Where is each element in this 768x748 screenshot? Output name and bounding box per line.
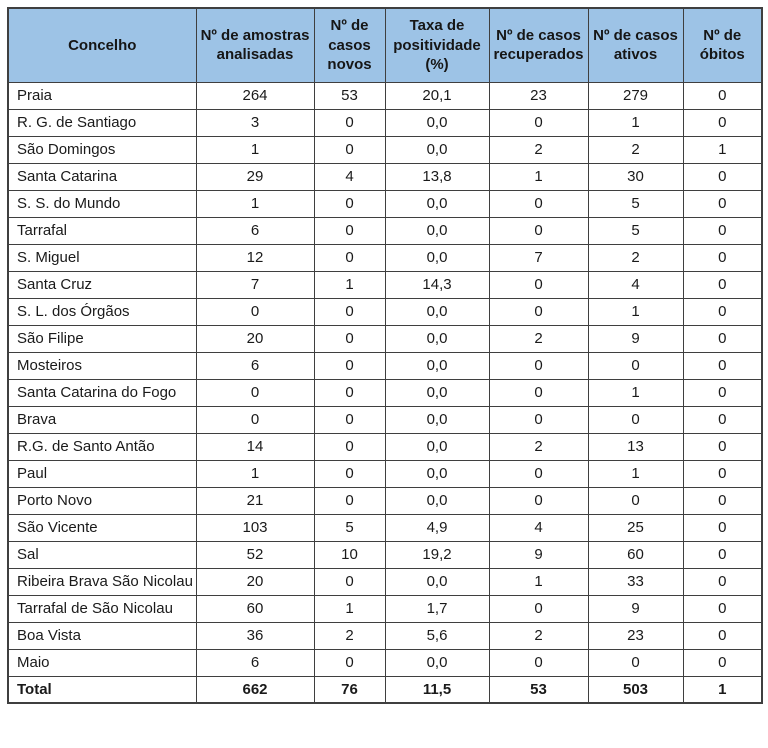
value-cell: 0 xyxy=(683,649,762,676)
value-cell: 0 xyxy=(489,271,588,298)
value-cell: 0,0 xyxy=(385,406,489,433)
header-row xyxy=(8,8,762,82)
value-cell: 76 xyxy=(314,676,385,703)
table-row xyxy=(8,82,762,109)
value-cell: 0 xyxy=(196,406,314,433)
concelho-cell: Santa Catarina xyxy=(8,163,196,190)
value-cell: 1 xyxy=(489,568,588,595)
value-cell: 0 xyxy=(314,217,385,244)
value-cell: 0 xyxy=(314,190,385,217)
table-header xyxy=(8,8,762,82)
value-cell: 0,0 xyxy=(385,109,489,136)
value-cell: 1 xyxy=(196,136,314,163)
value-cell: 0 xyxy=(588,352,683,379)
value-cell: 0 xyxy=(683,406,762,433)
value-cell: 0 xyxy=(683,460,762,487)
value-cell: 0 xyxy=(683,271,762,298)
value-cell: 1 xyxy=(588,298,683,325)
value-cell: 2 xyxy=(489,325,588,352)
value-cell: 23 xyxy=(588,622,683,649)
value-cell: 36 xyxy=(196,622,314,649)
value-cell: 1 xyxy=(314,595,385,622)
column-header: Nº de casos ativos xyxy=(588,8,683,82)
value-cell: 53 xyxy=(314,82,385,109)
concelho-cell: Mosteiros xyxy=(8,352,196,379)
value-cell: 279 xyxy=(588,82,683,109)
concelho-cell: Maio xyxy=(8,649,196,676)
concelho-cell: Porto Novo xyxy=(8,487,196,514)
value-cell: 0 xyxy=(314,325,385,352)
value-cell: 0,0 xyxy=(385,190,489,217)
value-cell: 12 xyxy=(196,244,314,271)
value-cell: 0 xyxy=(683,217,762,244)
value-cell: 0,0 xyxy=(385,568,489,595)
value-cell: 11,5 xyxy=(385,676,489,703)
value-cell: 0 xyxy=(588,649,683,676)
value-cell: 0 xyxy=(314,379,385,406)
concelho-cell: Santa Catarina do Fogo xyxy=(8,379,196,406)
value-cell: 0 xyxy=(683,82,762,109)
value-cell: 0 xyxy=(683,244,762,271)
table-row xyxy=(8,217,762,244)
table-row xyxy=(8,649,762,676)
total-row xyxy=(8,676,762,703)
concelho-cell: Paul xyxy=(8,460,196,487)
table-row xyxy=(8,163,762,190)
value-cell: 0,0 xyxy=(385,244,489,271)
value-cell: 14 xyxy=(196,433,314,460)
value-cell: 13 xyxy=(588,433,683,460)
value-cell: 0 xyxy=(683,352,762,379)
value-cell: 1 xyxy=(588,460,683,487)
table-row xyxy=(8,244,762,271)
value-cell: 4 xyxy=(588,271,683,298)
value-cell: 0 xyxy=(314,109,385,136)
value-cell: 0 xyxy=(196,379,314,406)
value-cell: 0 xyxy=(489,190,588,217)
value-cell: 0,0 xyxy=(385,352,489,379)
concelho-cell: R.G. de Santo Antão xyxy=(8,433,196,460)
value-cell: 5 xyxy=(588,190,683,217)
value-cell: 0 xyxy=(489,649,588,676)
concelho-cell: Boa Vista xyxy=(8,622,196,649)
value-cell: 5,6 xyxy=(385,622,489,649)
table-row xyxy=(8,568,762,595)
value-cell: 0 xyxy=(489,109,588,136)
value-cell: 0 xyxy=(683,325,762,352)
value-cell: 0 xyxy=(683,487,762,514)
value-cell: 7 xyxy=(489,244,588,271)
value-cell: 0,0 xyxy=(385,460,489,487)
value-cell: 5 xyxy=(314,514,385,541)
value-cell: 1 xyxy=(196,190,314,217)
concelho-cell: S. L. dos Órgãos xyxy=(8,298,196,325)
table-row xyxy=(8,487,762,514)
table-row xyxy=(8,325,762,352)
value-cell: 2 xyxy=(314,622,385,649)
value-cell: 33 xyxy=(588,568,683,595)
value-cell: 0,0 xyxy=(385,136,489,163)
value-cell: 0,0 xyxy=(385,379,489,406)
value-cell: 6 xyxy=(196,649,314,676)
value-cell: 0 xyxy=(489,406,588,433)
value-cell: 6 xyxy=(196,217,314,244)
value-cell: 0 xyxy=(683,109,762,136)
value-cell: 3 xyxy=(196,109,314,136)
value-cell: 60 xyxy=(588,541,683,568)
value-cell: 0 xyxy=(683,379,762,406)
column-header: Concelho xyxy=(8,8,196,82)
value-cell: 53 xyxy=(489,676,588,703)
value-cell: 20 xyxy=(196,325,314,352)
value-cell: 0 xyxy=(683,163,762,190)
value-cell: 0 xyxy=(314,433,385,460)
concelho-cell: R. G. de Santiago xyxy=(8,109,196,136)
value-cell: 1 xyxy=(489,163,588,190)
value-cell: 2 xyxy=(489,433,588,460)
table-row xyxy=(8,379,762,406)
table-row xyxy=(8,541,762,568)
value-cell: 7 xyxy=(196,271,314,298)
value-cell: 4,9 xyxy=(385,514,489,541)
table-row xyxy=(8,595,762,622)
table-row xyxy=(8,190,762,217)
value-cell: 0 xyxy=(588,406,683,433)
value-cell: 21 xyxy=(196,487,314,514)
column-header: Nº de casos novos xyxy=(314,8,385,82)
value-cell: 1 xyxy=(683,676,762,703)
concelho-statistics-table xyxy=(7,7,763,704)
table-row xyxy=(8,514,762,541)
value-cell: 2 xyxy=(489,622,588,649)
value-cell: 0,0 xyxy=(385,325,489,352)
value-cell: 0 xyxy=(489,217,588,244)
concelho-cell: Praia xyxy=(8,82,196,109)
value-cell: 19,2 xyxy=(385,541,489,568)
table-row xyxy=(8,406,762,433)
value-cell: 0 xyxy=(683,595,762,622)
value-cell: 1 xyxy=(196,460,314,487)
value-cell: 662 xyxy=(196,676,314,703)
value-cell: 103 xyxy=(196,514,314,541)
value-cell: 9 xyxy=(588,325,683,352)
value-cell: 0 xyxy=(683,298,762,325)
value-cell: 0 xyxy=(489,487,588,514)
value-cell: 0,0 xyxy=(385,217,489,244)
value-cell: 264 xyxy=(196,82,314,109)
value-cell: 10 xyxy=(314,541,385,568)
value-cell: 1 xyxy=(588,109,683,136)
concelho-cell: Tarrafal xyxy=(8,217,196,244)
value-cell: 0 xyxy=(314,352,385,379)
value-cell: 0 xyxy=(314,406,385,433)
concelho-cell: São Vicente xyxy=(8,514,196,541)
table-row xyxy=(8,433,762,460)
value-cell: 0 xyxy=(314,460,385,487)
value-cell: 6 xyxy=(196,352,314,379)
value-cell: 4 xyxy=(489,514,588,541)
value-cell: 0 xyxy=(489,595,588,622)
value-cell: 0 xyxy=(683,622,762,649)
value-cell: 0,0 xyxy=(385,487,489,514)
value-cell: 0 xyxy=(489,379,588,406)
value-cell: 25 xyxy=(588,514,683,541)
value-cell: 4 xyxy=(314,163,385,190)
value-cell: 0 xyxy=(314,649,385,676)
value-cell: 60 xyxy=(196,595,314,622)
value-cell: 0 xyxy=(588,487,683,514)
value-cell: 0 xyxy=(683,541,762,568)
value-cell: 0 xyxy=(314,136,385,163)
table-row xyxy=(8,109,762,136)
value-cell: 0,0 xyxy=(385,298,489,325)
value-cell: 0 xyxy=(683,514,762,541)
value-cell: 0 xyxy=(314,568,385,595)
table-row xyxy=(8,271,762,298)
value-cell: 0 xyxy=(683,568,762,595)
concelho-cell: Tarrafal de São Nicolau xyxy=(8,595,196,622)
value-cell: 0 xyxy=(683,433,762,460)
concelho-cell: São Filipe xyxy=(8,325,196,352)
value-cell: 0 xyxy=(314,487,385,514)
concelho-cell: Brava xyxy=(8,406,196,433)
value-cell: 1,7 xyxy=(385,595,489,622)
concelho-cell: Ribeira Brava São Nicolau xyxy=(8,568,196,595)
value-cell: 503 xyxy=(588,676,683,703)
value-cell: 23 xyxy=(489,82,588,109)
table-body xyxy=(8,82,762,703)
concelho-cell: Santa Cruz xyxy=(8,271,196,298)
value-cell: 0,0 xyxy=(385,649,489,676)
value-cell: 0 xyxy=(196,298,314,325)
value-cell: 2 xyxy=(588,136,683,163)
value-cell: 9 xyxy=(489,541,588,568)
column-header: Nº de amostras analisadas xyxy=(196,8,314,82)
value-cell: 9 xyxy=(588,595,683,622)
value-cell: 0,0 xyxy=(385,433,489,460)
concelho-cell: S. S. do Mundo xyxy=(8,190,196,217)
concelho-cell: Total xyxy=(8,676,196,703)
table-row xyxy=(8,460,762,487)
value-cell: 52 xyxy=(196,541,314,568)
value-cell: 13,8 xyxy=(385,163,489,190)
value-cell: 30 xyxy=(588,163,683,190)
value-cell: 0 xyxy=(683,190,762,217)
column-header: Nº de óbitos xyxy=(683,8,762,82)
value-cell: 29 xyxy=(196,163,314,190)
value-cell: 5 xyxy=(588,217,683,244)
concelho-cell: S. Miguel xyxy=(8,244,196,271)
value-cell: 0 xyxy=(489,298,588,325)
value-cell: 1 xyxy=(588,379,683,406)
value-cell: 2 xyxy=(489,136,588,163)
value-cell: 0 xyxy=(314,244,385,271)
column-header: Taxa de positividade (%) xyxy=(385,8,489,82)
value-cell: 0 xyxy=(489,460,588,487)
value-cell: 14,3 xyxy=(385,271,489,298)
value-cell: 20 xyxy=(196,568,314,595)
table-row xyxy=(8,136,762,163)
table-row xyxy=(8,352,762,379)
concelho-cell: Sal xyxy=(8,541,196,568)
value-cell: 2 xyxy=(588,244,683,271)
value-cell: 0 xyxy=(314,298,385,325)
column-header: Nº de casos recuperados xyxy=(489,8,588,82)
table-row xyxy=(8,298,762,325)
value-cell: 0 xyxy=(489,352,588,379)
value-cell: 20,1 xyxy=(385,82,489,109)
value-cell: 1 xyxy=(314,271,385,298)
concelho-cell: São Domingos xyxy=(8,136,196,163)
table-row xyxy=(8,622,762,649)
value-cell: 1 xyxy=(683,136,762,163)
